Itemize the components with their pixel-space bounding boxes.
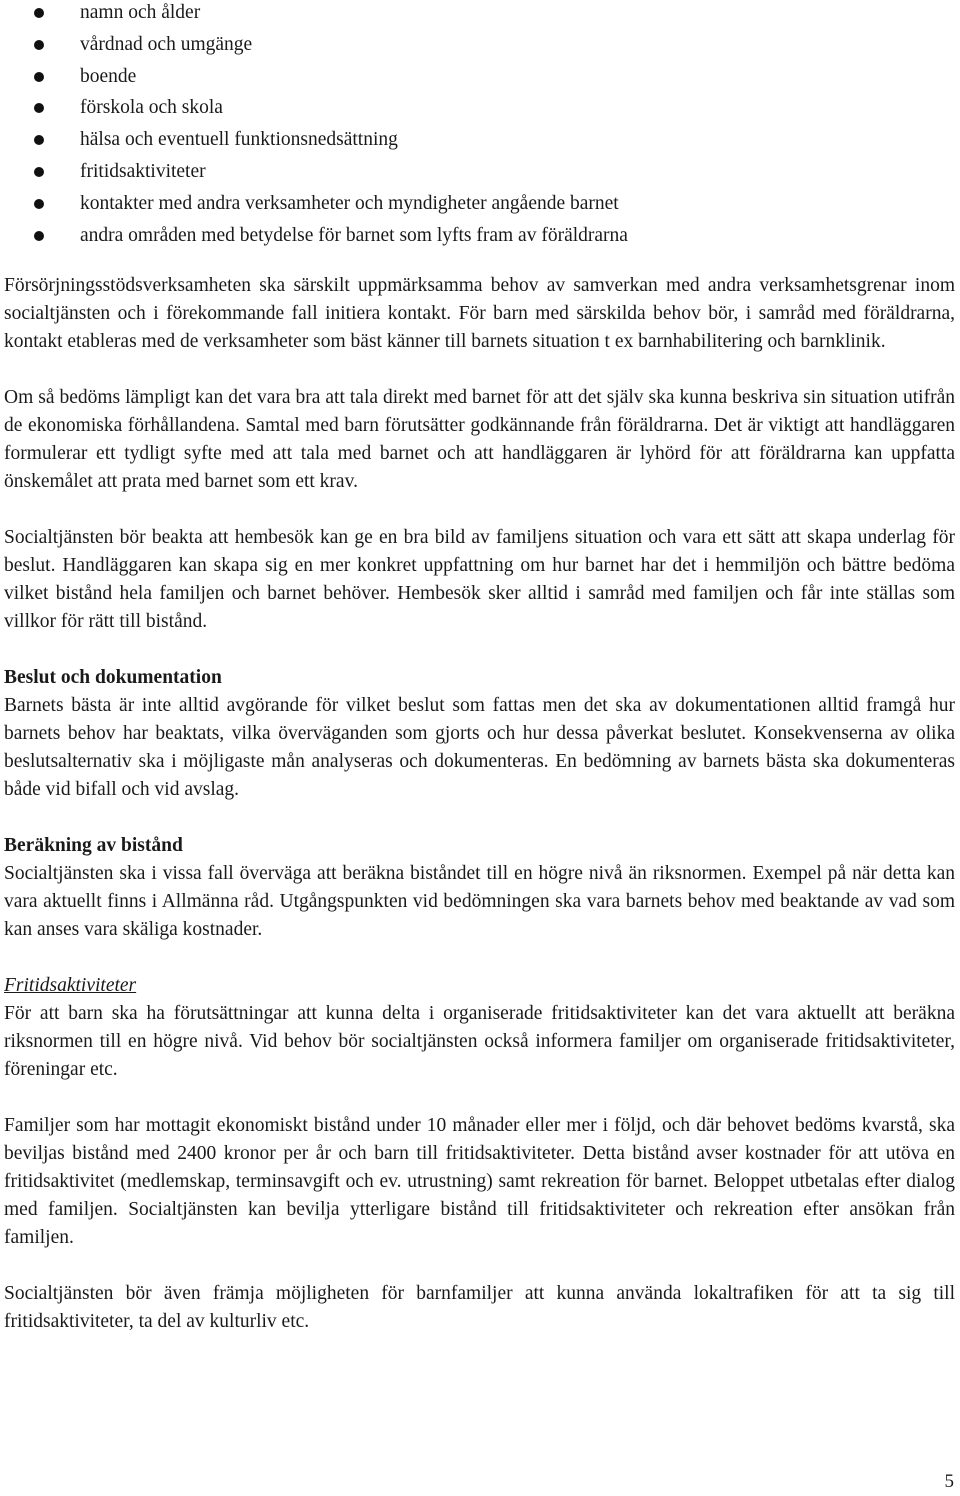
list-item: namn och ålder: [4, 0, 955, 29]
list-item: fritidsaktiviteter: [4, 156, 955, 188]
paragraph-fritid-forutsattningar: För att barn ska ha förutsättningar att kunna delta i organiserade fritidsaktiviteter kan det vara aktuellt att beräkna riksnormen till en högre nivå. Vid behov bör socialtjänsten också informera familjer om organiserade fritidsaktiviteter, föreningar etc.: [4, 1003, 955, 1081]
bullet-icon: [34, 8, 44, 18]
bullet-icon: [34, 135, 44, 145]
heading-beslut: Beslut och dokumentation: [4, 667, 222, 689]
bullet-icon: [34, 167, 44, 177]
paragraph-beslut: Barnets bästa är inte alltid avgörande för vilket beslut som fattas men det ska av dokumentationen alltid framgå hur barnets behov har beaktats, vilka överväganden som gjorts och hur dessa påverkat beslutet. Konsekvenserna av olika beslutsalternativ ska i möjligaste mån analyseras och dokumenteras. En bedömning av barnets bästa ska dokumenteras både vid bifall och vid avslag.: [4, 695, 955, 801]
bullet-icon: [34, 72, 44, 82]
bullet-icon: [34, 199, 44, 209]
paragraph-hembesok: Socialtjänsten bör beakta att hembesök kan ge en bra bild av familjens situation och vara ett sätt att skapa underlag för beslut. Handläggaren kan skapa sig en mer konkret uppfattning om hur barnet har det i hemmiljön och bättre bedöma vilket bistånd hela familjen och barnet behöver. Hembesök sker alltid i samråd med familjen och får inte ställas som villkor för rätt till bistånd.: [4, 527, 955, 633]
paragraph-fritid-bistand: Familjer som har mottagit ekonomiskt bistånd under 10 månader eller mer i följd, och där behovet bedöms kvarstå, ska beviljas bistånd med 2400 kronor per år och barn till fritidsaktiviteter. Detta bistånd avser kostnader för att utöva en fritidsaktivitet (medlemskap, terminsavgift och ev. utrustning) samt rekreation för barnet. Beloppet utbetalas efter dialog med familjen. Socialtjänsten kan bevilja ytterligare bistånd till fritidsaktiviteter och rekreation efter ansökan från familjen.: [4, 1115, 955, 1249]
paragraph-berakning: Socialtjänsten ska i vissa fall överväga att beräkna biståndet till en högre nivå än riksnormen. Exempel på när detta kan vara aktuellt finns i Allmänna råd. Utgångspunkten vid bedömningen ska vara barnets behov med beaktande av vad som kan anses vara skäliga kostnader.: [4, 863, 955, 941]
page-number: 5: [944, 1471, 954, 1492]
list-item: boende: [4, 61, 955, 93]
bullet-icon: [34, 231, 44, 241]
paragraph-samverkan: Försörjningsstödsverksamheten ska särskilt uppmärksamma behov av samverkan med andra verksamhetsgrenar inom socialtjänsten och i förekommande fall initiera kontakt. För barn med särskilda behov bör, i samråd med föräldrarna, kontakt etableras med de verksamheter som bäst känner till barnets situation t ex barnhabilitering och barnklinik.: [4, 275, 955, 353]
list-item: andra områden med betydelse för barnet som lyfts fram av föräldrarna: [4, 220, 955, 252]
list-item: vårdnad och umgänge: [4, 29, 955, 61]
paragraph-samtal-med-barn: Om så bedöms lämpligt kan det vara bra att tala direkt med barnet för att det själv ska kunna beskriva sin situation utifrån de ekonomiska förhållandena. Samtal med barn förutsätter godkännande från föräldrarna. Det är viktigt att handläggaren formulerar ett tydligt syfte med att tala med barnet och att handläggaren är lyhörd för att föräldrarna kan uppfatta önskemålet att prata med barnet som ett krav.: [4, 387, 955, 493]
heading-berakning: Beräkning av bistånd: [4, 835, 183, 857]
page-content: [4, 0, 955, 1336]
bullet-icon: [34, 40, 44, 50]
paragraph-lokaltrafik: Socialtjänsten bör även främja möjligheten för barnfamiljer att kunna använda lokaltrafiken för att ta sig till fritidsaktiviteter, ta del av kulturliv etc.: [4, 1283, 955, 1333]
list-item: förskola och skola: [4, 92, 955, 124]
bullet-list: [4, 0, 955, 251]
list-item: kontakter med andra verksamheter och myndigheter angående barnet: [4, 188, 955, 220]
list-item: hälsa och eventuell funktionsnedsättning: [4, 124, 955, 156]
bullet-icon: [34, 103, 44, 113]
subheading-fritidsaktiviteter: Fritidsaktiviteter: [4, 975, 137, 997]
